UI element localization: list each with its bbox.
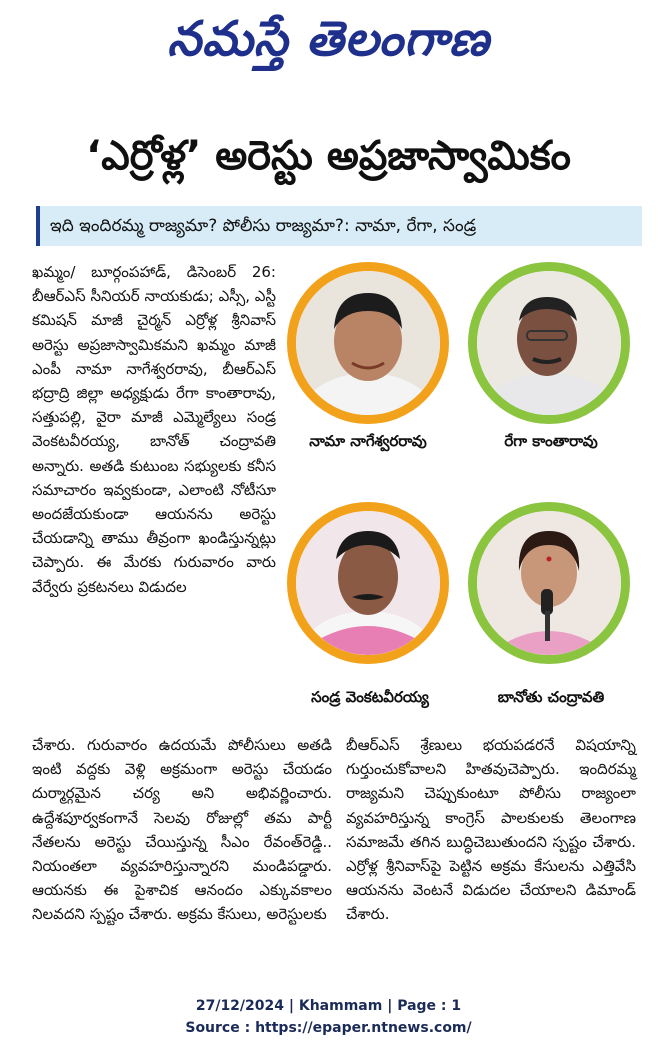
photo-caption: బానోతు చంద్రావతి <box>497 688 605 706</box>
article-subheadline: ఇది ఇందిరమ్మ రాజ్యమా? పోలీసు రాజ్యమా?: నామా, రేగా, సండ్ర <box>36 206 642 246</box>
photo-caption: నామా నాగేశ్వరరావు <box>309 432 427 450</box>
photo-banothu-chandravathi <box>468 502 630 664</box>
newspaper-masthead: నమస్తే తెలంగాణ <box>167 11 490 67</box>
body-paragraph: బీఆర్‌ఎస్ శ్రేణులు భయపడరనే విషయాన్ని గుర్తుంచుకోవాలని హితవుచెప్పారు. ఇందిరమ్మ రాజ్యమని చెప్పుకుంటూ పోలీసు రాజ్యంలా వ్యవహరిస్తున్న కాంగ్రెస్ పాలకులకు తెలంగాణ సమాజమే తగిన బుద్ధిచెబుతుందని స్పష్టం చేశారు. ఎర్రోళ్ల శ్రీనివాస్‌పై పెట్టిన అక్రమ కేసులను ఎత్తివేసి ఆయనను వెంటనే విడుదల చేయాలని డిమాండ్ చేశారు. <box>346 736 636 924</box>
body-paragraph: చేశారు. గురువారం ఉదయమే పోలీసులు అతడి ఇంటి వద్దకు వెళ్లి అక్రమంగా అరెస్టు చేయడం దుర్మార్గమైన చర్య అని అభివర్ణించారు. ఉద్దేశపూర్వకంగానే సెలవు రోజుల్లో తమ పార్టీ నేతలను అరెస్టు చేయిస్తున్న సీఎం రేవంత్‌రెడ్డి.. నియంతలా వ్యవహరిస్తున్నారని మండిపడ్డారు. ఆయనకు ఈ పైశాచిక ఆనందం ఎక్కువకాలం నిలవదని స్పష్టం చేశారు. అక్రమ కేసులు, అరెస్టులకు <box>32 736 332 924</box>
article-headline: ‘ఎర్రోళ్ల’ అరెస్టు అప్రజాస్వామికం <box>86 133 571 179</box>
footer-source: Source : https://epaper.ntnews.com/ <box>185 1020 472 1036</box>
photo-sandra-venkataveeraiah <box>287 502 449 664</box>
article-body-column-left <box>32 260 276 599</box>
footer-date-edition: 27/12/2024 | Khammam | Page : 1 <box>195 998 462 1014</box>
body-paragraph: ఖమ్మం/ బూర్గంపహాడ్, డిసెంబర్ 26: బీఆర్‌ఎస్ సీనియర్ నాయకుడు; ఎస్సీ, ఎస్టీ కమిషన్ మాజీ చైర్మన్ ఎర్రోళ్ల శ్రీనివాస్ అరెస్టు అప్రజాస్వామికమని ఖమ్మం మాజీ ఎంపీ నామా నాగేశ్వరరావు, బీఆర్‌ఎస్ భద్రాద్రి జిల్లా అధ్యక్షుడు రేగా కాంతారావు, సత్తుపల్లి, వైరా మాజీ ఎమ్మెల్యేలు సండ్ర వెంకటవీరయ్య, బానోత్ చంద్రావతి అన్నారు. అతడి కుటుంబ సభ్యులకు కనీస సమాచారం ఇవ్వకుండా, ఎలాంటి నోటీసూ అందజేయకుండా ఆయనను అరెస్టు చేయడాన్ని తాము తీవ్రంగా ఖండిస్తున్నట్లు చెప్పారు. ఈ మేరకు గురువారం వారు వేర్వేరు ప్రకటనలు విడుదల <box>32 263 276 596</box>
article-body-column-lower-left <box>32 733 332 927</box>
photo-caption: సండ్ర వెంకటవీరయ్య <box>311 688 429 706</box>
photo-nama-nageswararao <box>287 262 449 424</box>
photo-caption: రేగా కాంతారావు <box>504 432 598 450</box>
article-body-column-lower-right <box>346 733 636 927</box>
photo-rega-kantharao <box>468 262 630 424</box>
